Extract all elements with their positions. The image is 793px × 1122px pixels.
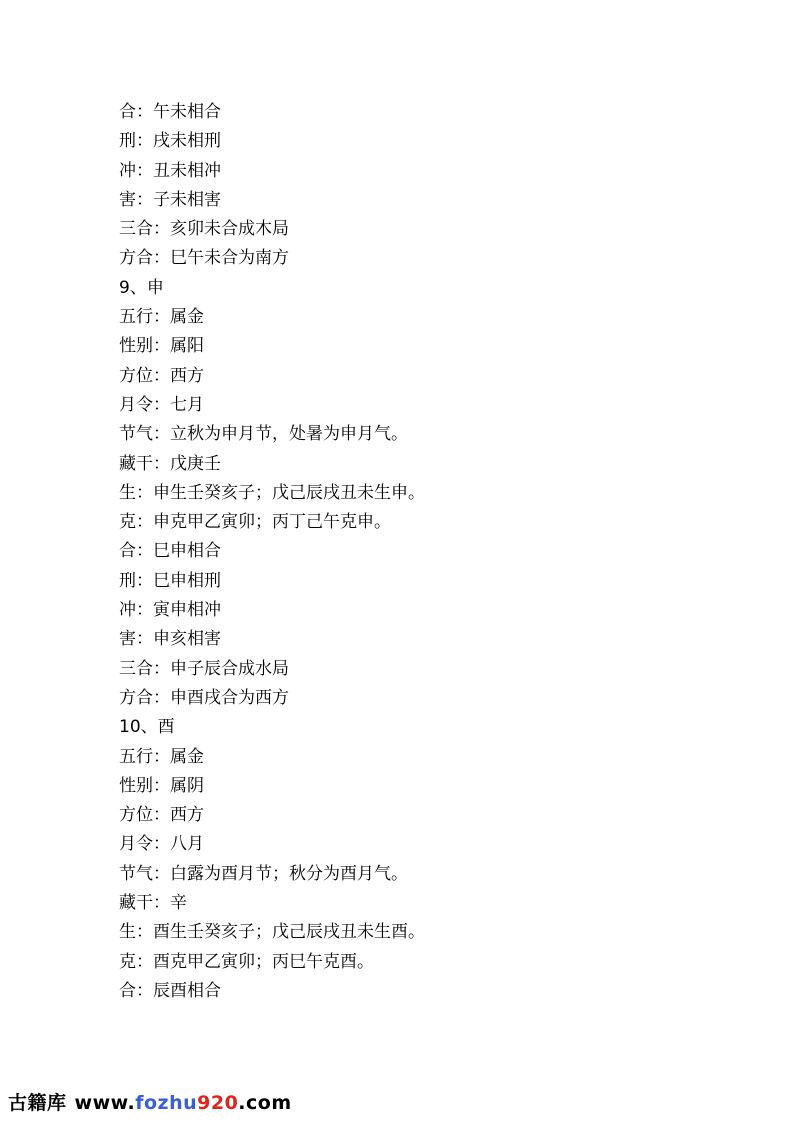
text-line: 三合：申子辰合成水局 [119, 658, 289, 679]
text-line: 方位：西方 [119, 805, 204, 826]
text-line: 害：申亥相害 [119, 629, 221, 650]
text-line: 节气：白露为酉月节；秋分为酉月气。 [119, 863, 408, 884]
text-line: 合：午未相合 [119, 102, 221, 122]
text-line: 害：子未相害 [119, 189, 221, 210]
text-line: 五行：属金 [119, 746, 204, 767]
text-line: 克：申克甲乙寅卯；丙丁己午克申。 [119, 512, 391, 533]
text-line: 刑：巳申相刑 [119, 570, 221, 591]
text-line: 合：巳申相合 [119, 541, 221, 562]
text-line: 冲：寅申相冲 [119, 600, 221, 621]
section-heading: 10、酉 [119, 717, 175, 738]
footer-url-suffix: .com [238, 1092, 292, 1114]
text-line: 合：辰酉相合 [119, 980, 221, 1001]
text-line: 藏干：戊庚壬 [119, 453, 221, 474]
text-line: 冲：丑未相冲 [119, 160, 221, 181]
text-line: 月令：七月 [119, 394, 204, 415]
footer-site-name: 古籍库 [8, 1092, 67, 1114]
text-line: 节气：立秋为申月节，处暑为申月气。 [119, 424, 408, 445]
text-line: 生：酉生壬癸亥子；戊己辰戌丑未生酉。 [119, 922, 425, 943]
text-line: 性别：属阳 [119, 336, 204, 357]
text-line: 性别：属阴 [119, 775, 204, 796]
text-line: 五行：属金 [119, 307, 204, 328]
footer-watermark [8, 1088, 292, 1115]
text-line: 藏干：辛 [119, 893, 187, 914]
footer-url-digits: 920 [197, 1092, 239, 1114]
footer-url-prefix: www. [74, 1092, 136, 1114]
text-line: 月令：八月 [119, 834, 204, 855]
document-body [119, 98, 739, 1006]
text-line: 三合：亥卯未合成木局 [119, 219, 289, 240]
text-line: 克：酉克甲乙寅卯；丙巳午克酉。 [119, 951, 374, 972]
text-line: 方位：西方 [119, 365, 204, 386]
section-heading: 9、申 [119, 277, 164, 298]
text-line: 刑：戌未相刑 [119, 131, 221, 152]
text-line: 生：申生壬癸亥子；戊己辰戌丑未生申。 [119, 482, 425, 503]
text-line: 方合：巳午未合为南方 [119, 248, 289, 269]
footer-url-brand: fozhu [135, 1092, 198, 1114]
text-line: 方合：申酉戌合为西方 [119, 687, 289, 708]
